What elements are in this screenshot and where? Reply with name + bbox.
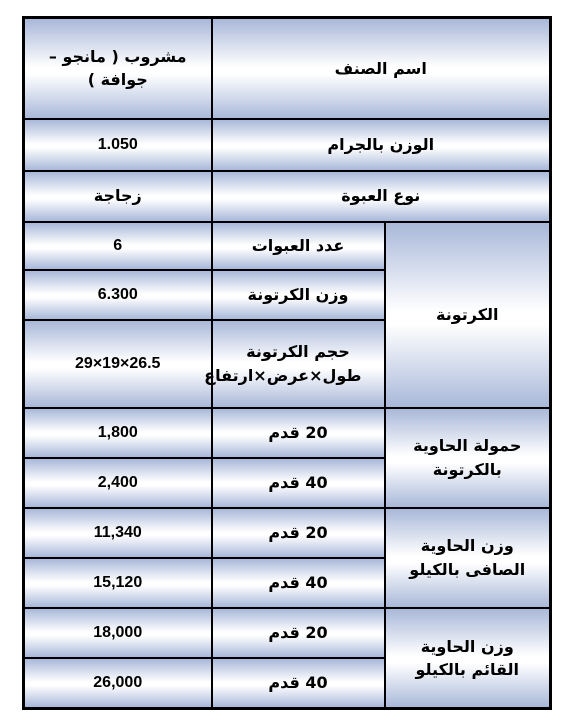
- carton-count-value: 6: [24, 222, 212, 270]
- table-row: [24, 408, 551, 458]
- package-type-value: زجاجة: [24, 171, 212, 222]
- gross-20ft-label: 20 قدم: [212, 608, 385, 658]
- net-weight-label: وزن الحاوية الصافى بالكيلو: [385, 508, 551, 608]
- carton-count-label: عدد العبوات: [212, 222, 385, 270]
- load-20ft-value: 1,800: [24, 408, 212, 458]
- weight-value: 1.050: [24, 119, 212, 171]
- carton-weight-label: وزن الكرتونة: [212, 270, 385, 320]
- item-name-value: مشروب ( مانجو – جوافة ): [24, 18, 212, 119]
- carton-size-value: 26.5×19×29: [24, 320, 212, 408]
- table-row: [24, 119, 551, 171]
- gross-weight-label: وزن الحاوية القائم بالكيلو: [385, 608, 551, 709]
- net-20ft-label: 20 قدم: [212, 508, 385, 558]
- table-row: [24, 222, 551, 270]
- carton-group-label: الكرتونة: [385, 222, 551, 408]
- product-spec-table: [22, 16, 552, 710]
- container-load-label: حمولة الحاوية بالكرتونة: [385, 408, 551, 508]
- net-20ft-value: 11,340: [24, 508, 212, 558]
- net-40ft-label: 40 قدم: [212, 558, 385, 608]
- weight-label: الوزن بالجرام: [212, 119, 551, 171]
- table-row: [24, 508, 551, 558]
- table-row: [24, 608, 551, 658]
- table-row: [24, 18, 551, 119]
- gross-40ft-label: 40 قدم: [212, 658, 385, 709]
- net-40ft-value: 15,120: [24, 558, 212, 608]
- load-20ft-label: 20 قدم: [212, 408, 385, 458]
- table-row: [24, 171, 551, 222]
- gross-40ft-value: 26,000: [24, 658, 212, 709]
- load-40ft-value: 2,400: [24, 458, 212, 508]
- load-40ft-label: 40 قدم: [212, 458, 385, 508]
- item-name-label: اسم الصنف: [212, 18, 551, 119]
- gross-20ft-value: 18,000: [24, 608, 212, 658]
- carton-weight-value: 6.300: [24, 270, 212, 320]
- package-type-label: نوع العبوة: [212, 171, 551, 222]
- carton-size-label: حجم الكرتونة طول×عرض×ارتفاع: [212, 320, 385, 408]
